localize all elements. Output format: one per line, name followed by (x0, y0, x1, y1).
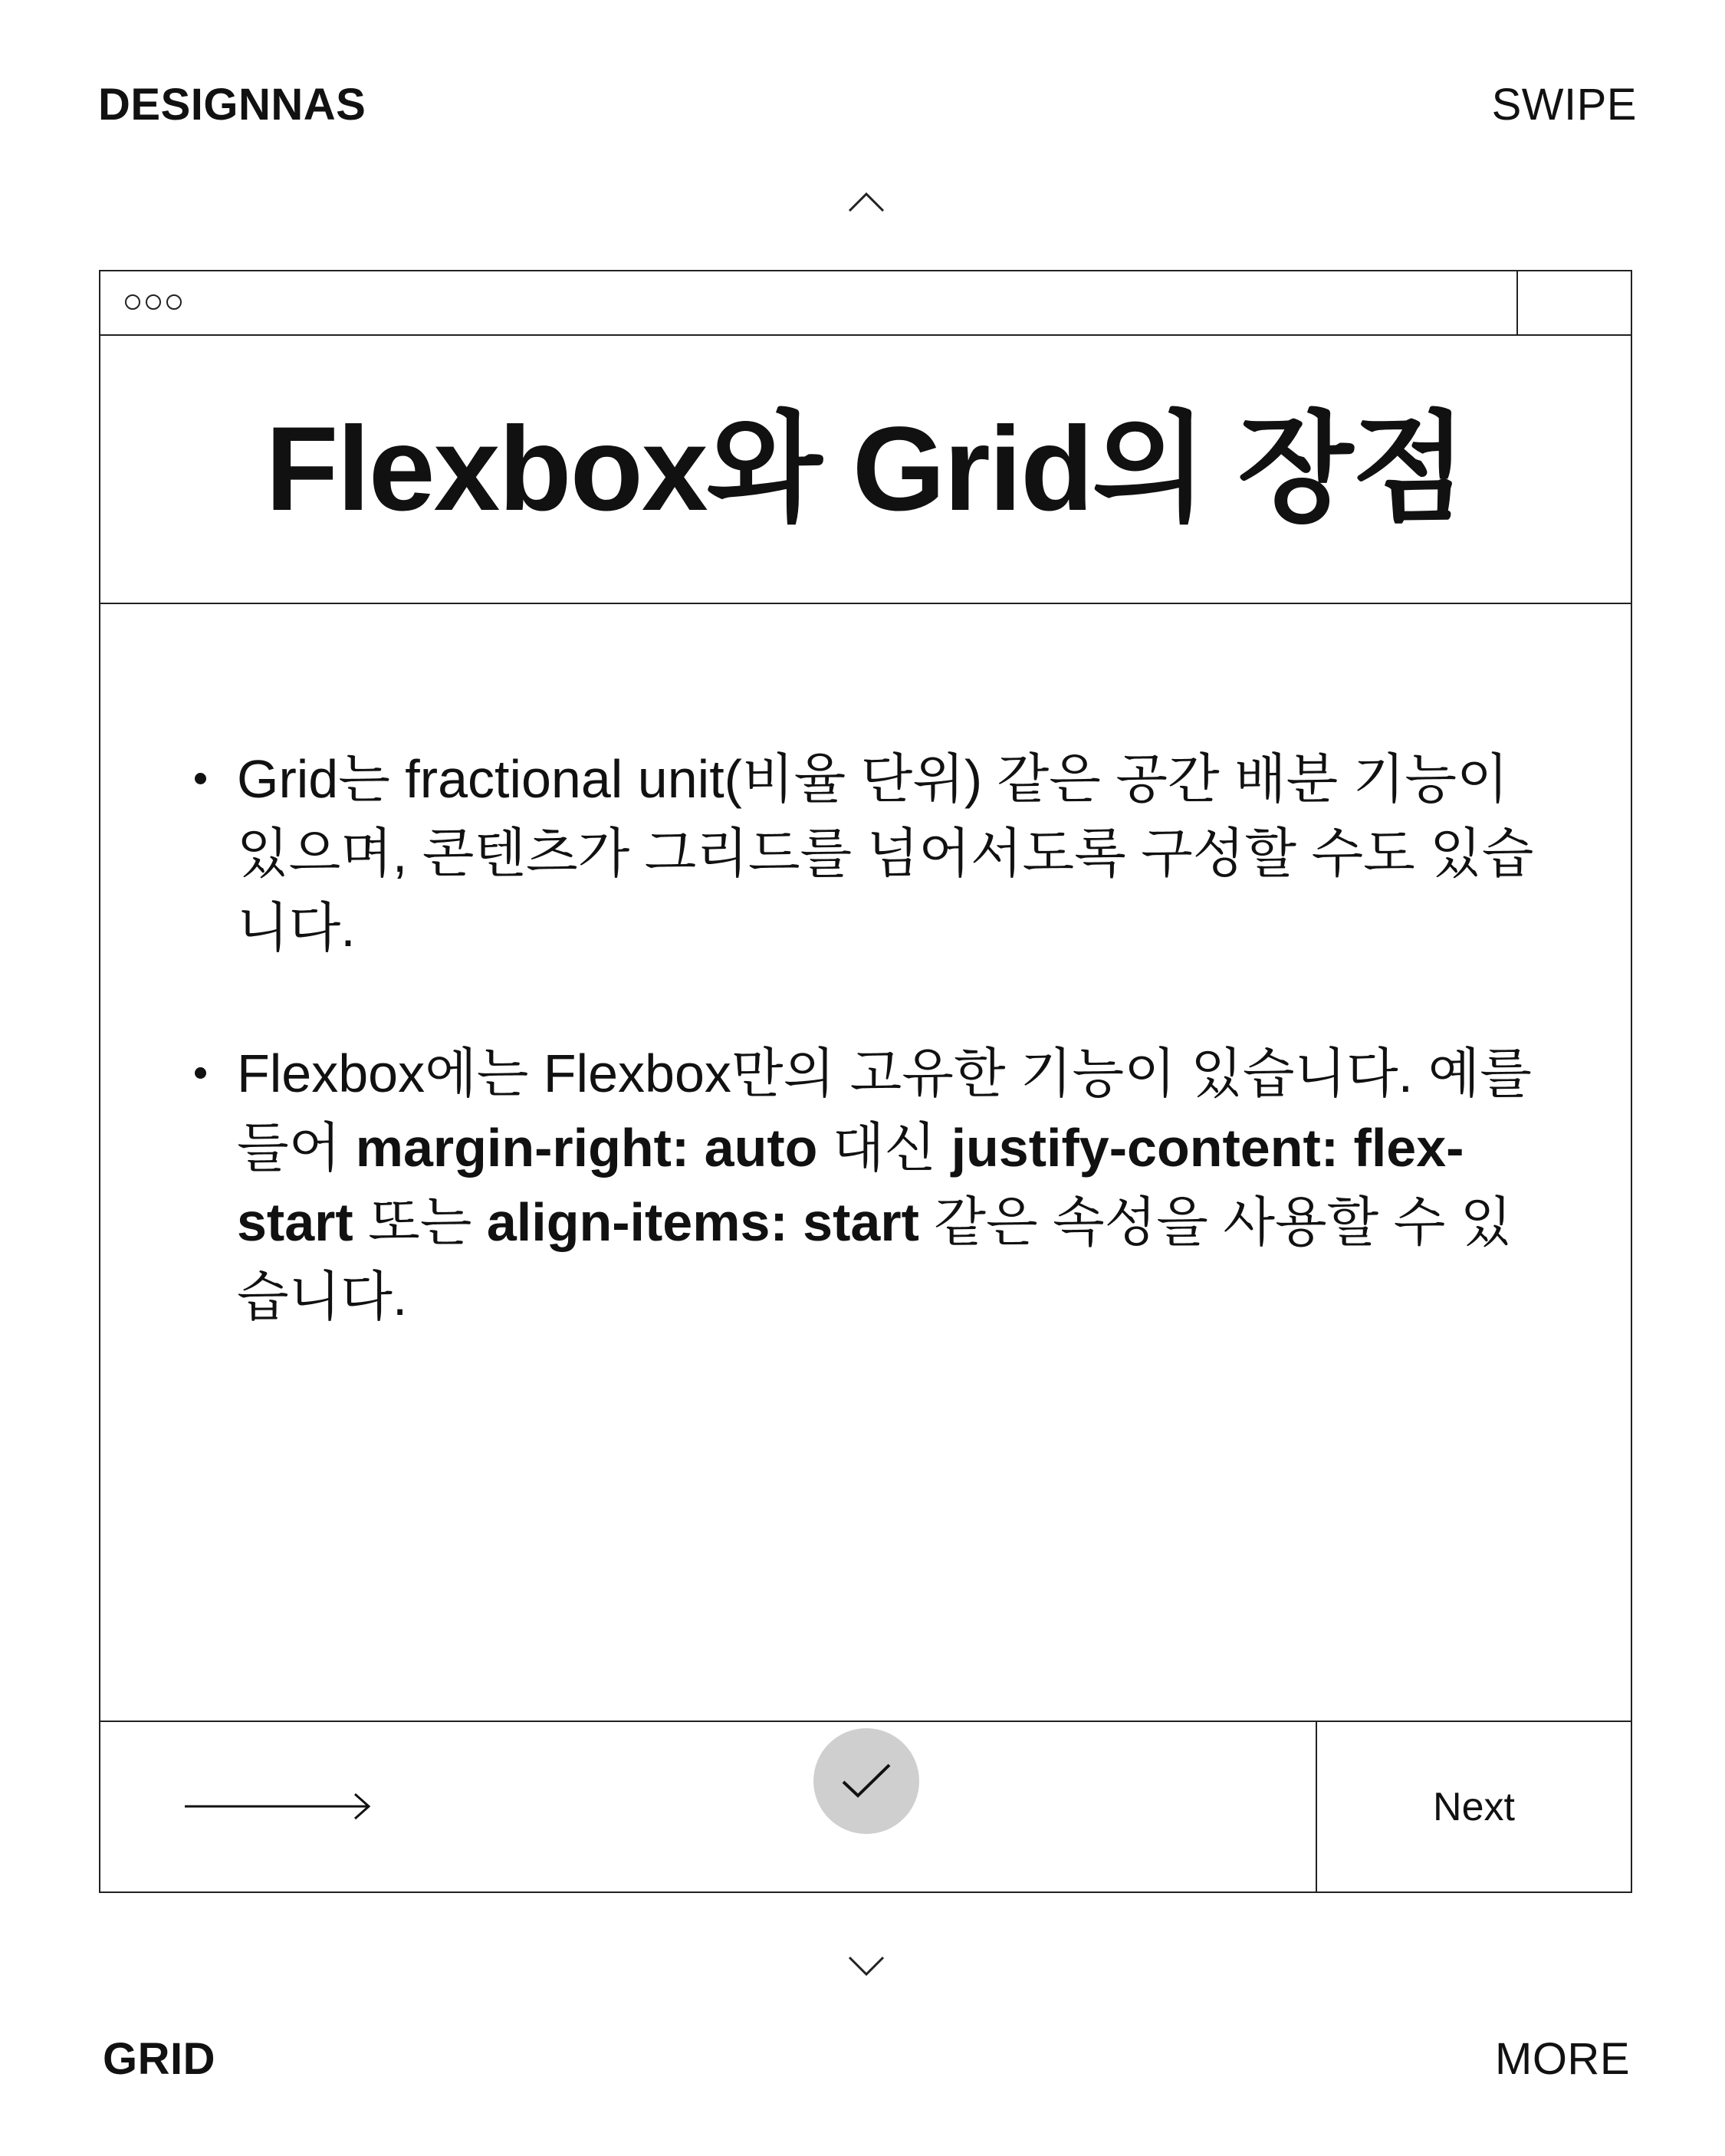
page-title: Flexbox와 Grid의 장점 (265, 403, 1466, 536)
bullet-text: Grid는 fractional unit(비율 단위) 같은 공간 배분 기능이 있으며, 콘텐츠가 그리드를 넘어서도록 구성할 수도 있습니다. (237, 749, 1534, 958)
bullet-text: Flexbox에는 Flexbox만의 고유한 기능이 있습니다. 예를 들어 (237, 1043, 1532, 1178)
window-dots-icon (125, 294, 182, 310)
window-dot (146, 294, 161, 310)
bullet-item (100, 742, 1634, 965)
window-dot (166, 294, 182, 310)
swipe-label: SWIPE (1491, 80, 1637, 130)
bullet-text: 또는 (353, 1192, 487, 1252)
bullet-code-text: margin-right: auto (355, 1118, 818, 1178)
titlebar-corner-box (1516, 271, 1631, 334)
bullet-list (100, 742, 1634, 1405)
section-label-grid: GRID (103, 2034, 215, 2084)
bullet-text: 대신 (817, 1118, 951, 1178)
bullet-code-text: justify-content: flex-start (237, 1118, 1464, 1252)
window-dot (125, 294, 140, 310)
brand-logo-text: DESIGNNAS (98, 80, 366, 130)
bullet-code-text: align-items: start (486, 1192, 919, 1252)
more-link[interactable]: MORE (1495, 2034, 1630, 2084)
bullet-item (100, 1037, 1634, 1334)
content-card (99, 270, 1632, 1893)
next-button[interactable]: Next (1316, 1722, 1631, 1891)
card-footer (100, 1721, 1631, 1891)
arrow-right-icon[interactable] (185, 1791, 373, 1822)
heading-area (100, 336, 1631, 604)
card-body (100, 604, 1631, 1724)
chevron-down-icon[interactable] (847, 1955, 886, 1978)
chevron-up-icon[interactable] (847, 190, 886, 213)
window-titlebar (100, 271, 1631, 336)
bullet-text: 같은 속성을 사용할 수 있습니다. (237, 1192, 1513, 1326)
